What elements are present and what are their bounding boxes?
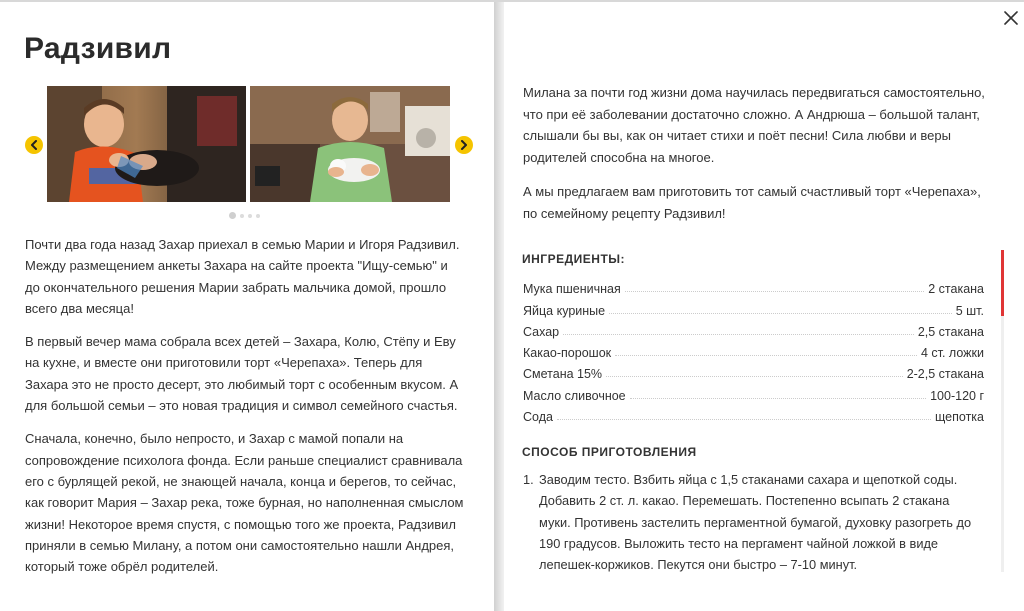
page-fold-shadow xyxy=(494,2,504,611)
ingredient-row xyxy=(523,360,984,381)
ingredients-list xyxy=(523,275,984,424)
photo-gallery xyxy=(24,86,474,226)
step-number: 1. xyxy=(523,472,534,487)
leader-dots xyxy=(557,419,931,420)
ingredient-row xyxy=(523,296,984,317)
ingredient-row xyxy=(523,403,984,424)
method-title: СПОСОБ ПРИГОТОВЛЕНИЯ xyxy=(522,445,697,459)
story-text xyxy=(25,234,465,589)
gallery-photo[interactable] xyxy=(250,86,450,202)
ingredient-qty: 2,5 стакана xyxy=(917,324,984,339)
leader-dots xyxy=(625,291,924,292)
ingredient-qty: 2-2,5 стакана xyxy=(906,367,984,382)
close-icon xyxy=(1002,9,1020,27)
gallery-dot[interactable] xyxy=(240,214,244,218)
gallery-dot[interactable] xyxy=(256,214,260,218)
chevron-left-icon xyxy=(30,140,38,150)
ingredient-name: Масло сливочное xyxy=(523,388,626,403)
gallery-dot[interactable] xyxy=(248,214,252,218)
intro-paragraph: Милана за почти год жизни дома научилась передвигаться самостоятельно, что при её заболевании достаточно сложно. А Андрюша – большой талант, слышали бы вы, как он читает стихи и поёт песни! Сила любви и веры родителей способна на многое. xyxy=(523,85,985,165)
ingredient-qty: 5 шт. xyxy=(955,303,984,318)
ingredient-name: Сода xyxy=(523,410,553,425)
close-button[interactable] xyxy=(1002,9,1020,27)
ingredient-row xyxy=(523,318,984,339)
chevron-right-icon xyxy=(460,140,468,150)
ingredients-title: ИНГРЕДИЕНТЫ: xyxy=(522,252,626,266)
leader-dots xyxy=(615,355,917,356)
method-steps xyxy=(523,469,975,575)
leader-dots xyxy=(630,398,926,399)
ingredient-name: Сахар xyxy=(523,324,560,339)
gallery-next-button[interactable] xyxy=(455,136,473,154)
ingredient-row xyxy=(523,381,984,402)
ingredient-name: Какао-порошок xyxy=(523,346,612,361)
ingredient-qty: 4 ст. ложки xyxy=(920,346,984,361)
leader-dots xyxy=(563,334,914,335)
ingredient-qty: 100-120 г xyxy=(930,388,984,403)
recipe-scrollbar[interactable] xyxy=(1001,250,1004,572)
ingredient-name: Мука пшеничная xyxy=(523,282,621,297)
method-step xyxy=(523,469,975,575)
page-title: Радзивил xyxy=(24,32,172,65)
story-paragraph: В первый вечер мама собрала всех детей – Захара, Колю, Стёпу и Еву на кухне, и вместе они приготовили торт «Черепаха». Теперь для Захара это не просто десерт, это любимый торт с особенным вкусом. А для большой семьи – это новая традиция и символ семейного счастья. xyxy=(25,334,459,414)
step-text: Заводим тесто. Взбить яйца с 1,5 стаканами сахара и щепоткой соды. Добавить 2 ст. л. какао. Перемешать. Постепенно всыпать 2 стакана муки. Противень застелить пергаментной бумагой, духовку разогреть до 190 градусов. Выложить тесто на пергамент чайной ложкой в виде лепешек-коржиков. Пекутся они быстро – 7-10 минут. xyxy=(539,472,972,573)
ingredient-row xyxy=(523,339,984,360)
ingredient-qty: 2 стакана xyxy=(928,282,984,297)
leader-dots xyxy=(609,313,952,314)
ingredient-name: Яйца куриные xyxy=(523,303,606,318)
ingredient-name: Сметана 15% xyxy=(523,367,603,382)
photo-boy-with-cat xyxy=(250,86,450,202)
intro-paragraph: А мы предлагаем вам приготовить тот самый счастливый торт «Черепаха», по семейному рецепту Радзивил! xyxy=(523,184,981,221)
story-paragraph: Сначала, конечно, было непросто, и Захар с мамой попали на сопровождение психолога фонда. Если раньше специалист сравнивала его с бурлящей рекой, не знающей начала, конца и берегов, то сейчас, как говорит Мария – Захар река, тоже бурная, но наполненная смыслом жизни! Некоторое время спустя, с помощью того же проекта, Радзивил приняли в семью Милану, а потом они самостоятельно нашли Андрея, который тоже обрёл родителей. xyxy=(25,431,464,575)
gallery-pagination xyxy=(229,212,260,219)
gallery-dot[interactable] xyxy=(229,212,236,219)
scrollbar-thumb[interactable] xyxy=(1001,250,1004,316)
ingredient-row xyxy=(523,275,984,296)
left-page xyxy=(0,2,494,611)
right-page xyxy=(504,2,1024,611)
story-paragraph: Почти два года назад Захар приехал в семью Марии и Игоря Радзивил. Между размещением анкеты Захара на сайте проекта "Ищу-семью" и до окончательного решения Марии забрать мальчика домой, прошло всего два месяца! xyxy=(25,237,460,316)
leader-dots xyxy=(606,376,903,377)
ingredient-qty: щепотка xyxy=(935,410,984,425)
photo-boy-with-toy xyxy=(47,86,246,202)
gallery-photo[interactable] xyxy=(47,86,246,202)
gallery-prev-button[interactable] xyxy=(25,136,43,154)
intro-text xyxy=(523,82,993,237)
